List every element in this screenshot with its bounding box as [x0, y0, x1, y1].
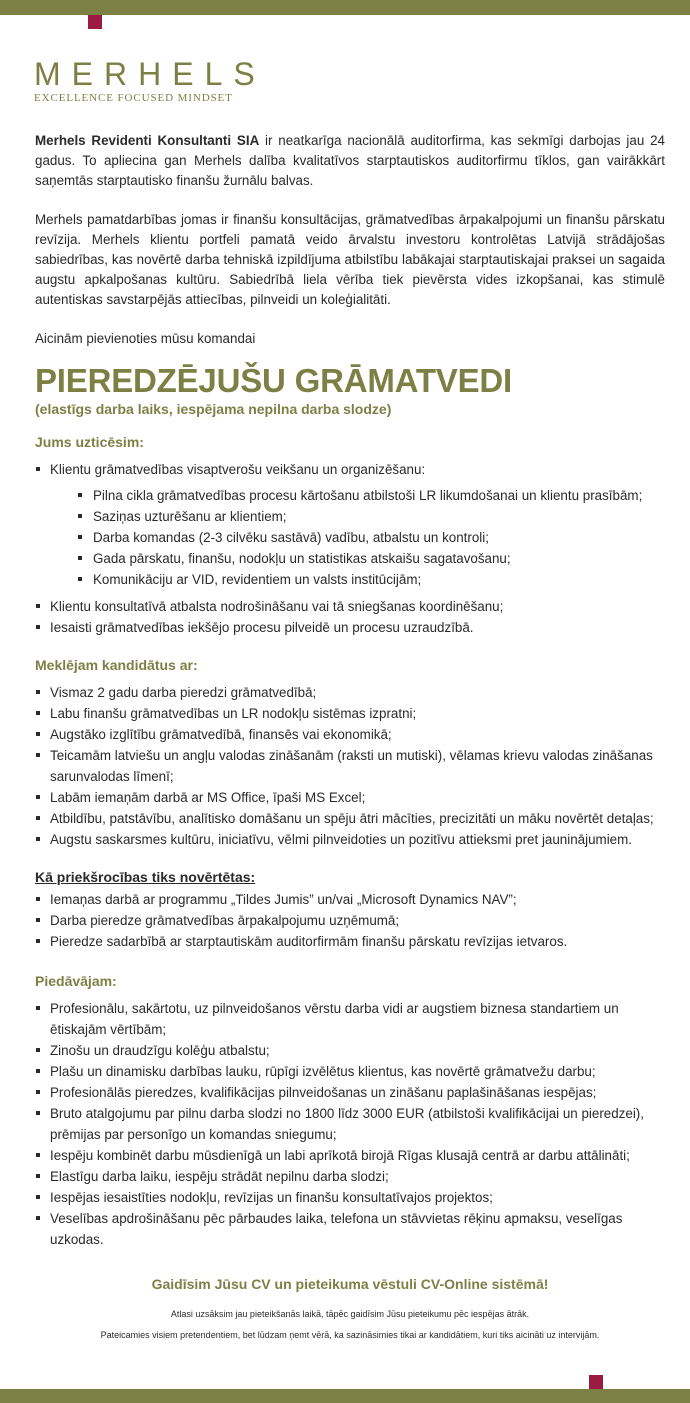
duties-sublist: [50, 485, 665, 590]
list-item: Klientu konsultatīvā atbalsta nodrošināšanu vai tā sniegšanas koordinēšanu;: [35, 596, 665, 617]
top-accent-square: [88, 15, 102, 29]
intro-paragraph-1-text: ir neatkarīga nacionālā auditorfirma, kas sekmīgi darbojas jau 24 gadus. To apliecina gan Merhels dalība kvalitatīvos starptautiskos auditorfirmu tīklos, gan vairākkārt saņemtās starptautisko finanšu žurnālu balvas.: [35, 133, 665, 188]
bottom-accent-bar: [0, 1389, 690, 1403]
list-item: Labām iemaņām darbā ar MS Office, īpaši MS Excel;: [35, 787, 665, 808]
advantages-list: [35, 889, 665, 952]
invite-text: Aicinām pievienoties mūsu komandai: [35, 331, 256, 346]
bottom-accent-square: [589, 1375, 603, 1389]
job-title: PIEREDZĒJUŠU GRĀMATVEDI: [35, 362, 513, 399]
list-item: Zinošu un draudzīgu kolēģu atbalstu;: [35, 1040, 665, 1061]
list-item: Darba komandas (2-3 cilvēku sastāvā) vadību, atbalstu un kontroli;: [50, 527, 665, 548]
intro-paragraph-1: [35, 131, 665, 191]
list-item: Profesionālu, sakārtotu, uz pilnveidošanos vērstu darba vidi ar augstiem biznesa standartiem un ētiskajām vērtībām;: [35, 998, 665, 1040]
duties-heading: Jums uzticēsim:: [35, 434, 144, 450]
list-item: Augstāko izglītību grāmatvedībā, finansēs vai ekonomikā;: [35, 724, 665, 745]
list-item: Saziņas uzturēšanu ar klientiem;: [50, 506, 665, 527]
list-item: Teicamām latviešu un angļu valodas zināšanām (raksti un mutiski), vēlamas krievu valodas zināšanas sarunvalodas līmenī;: [35, 745, 665, 787]
advantages-heading: Kā priekšrocības tiks novērtētas:: [35, 869, 256, 885]
offer-list: [35, 998, 665, 1250]
merhels-logo: [34, 58, 266, 104]
list-item: Veselības apdrošināšanu pēc pārbaudes laika, telefona un stāvvietas rēķinu apmaksu, veselīgas uzkodas.: [35, 1208, 665, 1250]
list-item: Atbildību, patstāvību, analītisko domāšanu un spēju ātri mācīties, precizitāti un māku novērtēt detaļas;: [35, 808, 665, 829]
list-item: Augstu saskarsmes kultūru, iniciatīvu, vēlmi pilnveidoties un pozitīvu attieksmi pret jauninājumiem.: [35, 829, 665, 850]
duties-list: [35, 459, 665, 638]
list-item: Profesionālās pieredzes, kvalifikācijas pilnveidošanas un zināšanu paplašināšanas iespējas;: [35, 1082, 665, 1103]
list-item: [35, 459, 665, 590]
list-item: Iespējas iesaistīties nodokļu, revīzijas un finanšu konsultatīvajos projektos;: [35, 1187, 665, 1208]
closing-note-thanks: Pateicamies visiem pretendentiem, bet lūdzam ņemt vērā, ka sazināsimies tikai ar kandidātiem, kuri tiks aicināti uz intervijām.: [100, 1330, 600, 1340]
intro-paragraph-2: Merhels pamatdarbības jomas ir finanšu konsultācijas, grāmatvedības ārpakalpojumi un finanšu pārskatu revīzija. Merhels klientu portfeli pamatā veido ārvalstu investoru kontrolētas Latvijā strādājošas sabiedrības, kas novērtē darba tehniskā izpildījuma atbilstību labākajai starptautiskajai praksei un sagaida augstu apkalpošanas kultūru. Sabiedrībā liela vērība tiek pievērsta vides izkopšanai, kas stimulē autentiskas savstarpējās attiecības, pilnveidi un koleģialitāti.: [35, 212, 665, 307]
list-item: Pieredze sadarbībā ar starptautiskām auditorfirmām finanšu pārskatu revīzijas ietvaros.: [35, 931, 665, 952]
offer-heading: Piedāvājam:: [35, 973, 117, 989]
list-item: Iesaisti grāmatvedības iekšējo procesu pilveidē un procesu uzraudzībā.: [35, 617, 665, 638]
closing-note-selection: Atlasi uzsāksim jau pieteikšanās laikā, tāpēc gaidīsim Jūsu pieteikumu pēc iespējas ātrāk.: [170, 1309, 530, 1319]
list-item: Plašu un dinamisku darbības lauku, rūpīgi izvēlētus klientus, kas novērtē grāmatvežu darbu;: [35, 1061, 665, 1082]
list-item: Iemaņas darbā ar programmu „Tildes Jumis” un/vai „Microsoft Dynamics NAV”;: [35, 889, 665, 910]
company-name: Merhels Revidenti Konsultanti SIA: [35, 133, 260, 148]
list-item: Pilna cikla grāmatvedības procesu kārtošanu atbilstoši LR likumdošanai un klientu prasībām;: [50, 485, 665, 506]
requirements-list: [35, 682, 665, 850]
list-item: Gada pārskatu, finanšu, nodokļu un statistikas atskaišu sagatavošanu;: [50, 548, 665, 569]
duty-item: Klientu grāmatvedības visaptverošu veikšanu un organizēšanu:: [50, 462, 426, 477]
job-ad-content: [35, 131, 665, 1341]
list-item: Bruto atalgojumu par pilnu darba slodzi no 1800 līdz 3000 EUR (atbilstoši kvalifikācijai un pieredzei), prēmijas par personīgo un komandas sniegumu;: [35, 1103, 665, 1145]
job-subtitle: (elastīgs darba laiks, iespējama nepilna darba slodze): [35, 401, 392, 417]
list-item: Elastīgu darba laiku, iespēju strādāt nepilnu darba slodzi;: [35, 1166, 665, 1187]
logo-tagline: EXCELLENCE FOCUSED MINDSET: [34, 92, 233, 104]
requirements-heading: Meklējam kandidātus ar:: [35, 657, 198, 673]
list-item: Komunikāciju ar VID, revidentiem un valsts institūcijām;: [50, 569, 665, 590]
closing-call-to-action: Gaidīsim Jūsu CV un pieteikuma vēstuli CV-Online sistēmā!: [151, 1276, 549, 1292]
list-item: Darba pieredze grāmatvedības ārpakalpojumu uzņēmumā;: [35, 910, 665, 931]
list-item: Labu finanšu grāmatvedības un LR nodokļu sistēmas izpratni;: [35, 703, 665, 724]
list-item: Iespēju kombinēt darbu mūsdienīgā un labi aprīkotā birojā Rīgas klusajā centrā ar darbu attālināti;: [35, 1145, 665, 1166]
list-item: Vismaz 2 gadu darba pieredzi grāmatvedībā;: [35, 682, 665, 703]
top-accent-bar: [0, 0, 690, 15]
logo-wordmark: MERHELS: [34, 56, 266, 92]
